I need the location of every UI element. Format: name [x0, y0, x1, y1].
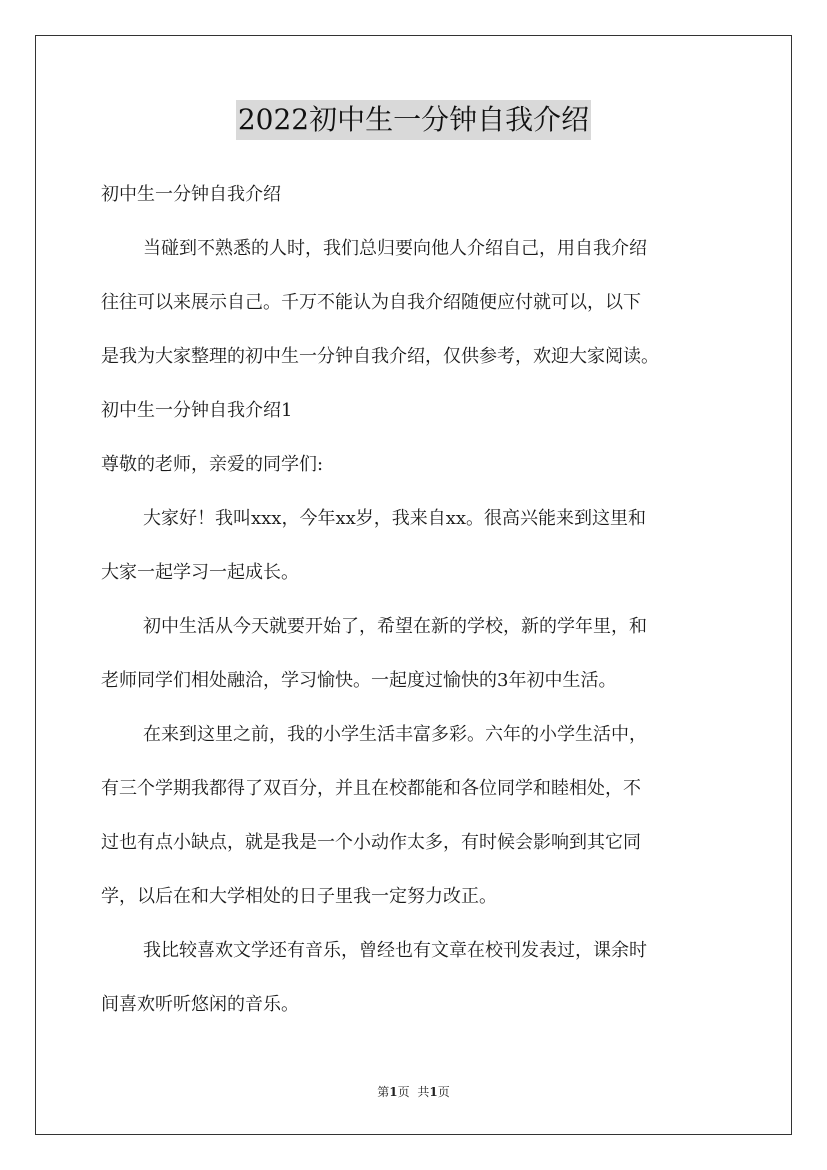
- total-pages: 1: [429, 1085, 438, 1099]
- paragraph-line: 是我为大家整理的初中生一分钟自我介绍，仅供参考，欢迎大家阅读。: [101, 346, 659, 367]
- paragraph-line: 往往可以来展示自己。千万不能认为自我介绍随便应付就可以，以下: [101, 292, 641, 313]
- paragraph-line: 间喜欢听听悠闲的音乐。: [101, 994, 299, 1015]
- paragraph-line: 学，以后在和大学相处的日子里我一定努力改正。: [101, 886, 497, 907]
- paragraph-line: 我比较喜欢文学还有音乐，曾经也有文章在校刊发表过，课余时: [143, 940, 647, 961]
- paragraph-line: 大家一起学习一起成长。: [101, 562, 299, 583]
- subtitle-line: 初中生一分钟自我介绍: [101, 184, 281, 205]
- salutation-line: 尊敬的老师，亲爱的同学们:: [101, 454, 324, 475]
- page-suffix: 页: [397, 1085, 410, 1099]
- page-prefix: 第: [377, 1085, 390, 1099]
- document-title: 2022初中生一分钟自我介绍: [236, 100, 591, 140]
- paragraph-line: 在来到这里之前，我的小学生活丰富多彩。六年的小学生活中，: [143, 724, 647, 745]
- document-body: [101, 168, 741, 1032]
- paragraph-line: 初中生活从今天就要开始了，希望在新的学校，新的学年里，和: [143, 616, 647, 637]
- section-heading: 初中生一分钟自我介绍1: [101, 400, 293, 421]
- paragraph-line: 有三个学期我都得了双百分，并且在校都能和各位同学和睦相处，不: [101, 778, 641, 799]
- paragraph-line: 老师同学们相处融洽，学习愉快。一起度过愉快的3年初中生活。: [101, 670, 617, 691]
- paragraph-line: 过也有点小缺点，就是我是一个小动作太多，有时候会影响到其它同: [101, 832, 641, 853]
- total-prefix: 共: [417, 1085, 430, 1099]
- page-number: 1: [389, 1085, 398, 1099]
- page-footer: [0, 1083, 827, 1100]
- title-container: [0, 100, 827, 140]
- paragraph-line: 大家好！我叫xxx，今年xx岁，我来自xx。很高兴能来到这里和: [143, 508, 647, 529]
- total-suffix: 页: [437, 1085, 450, 1099]
- paragraph-line: 当碰到不熟悉的人时，我们总归要向他人介绍自己，用自我介绍: [143, 238, 647, 259]
